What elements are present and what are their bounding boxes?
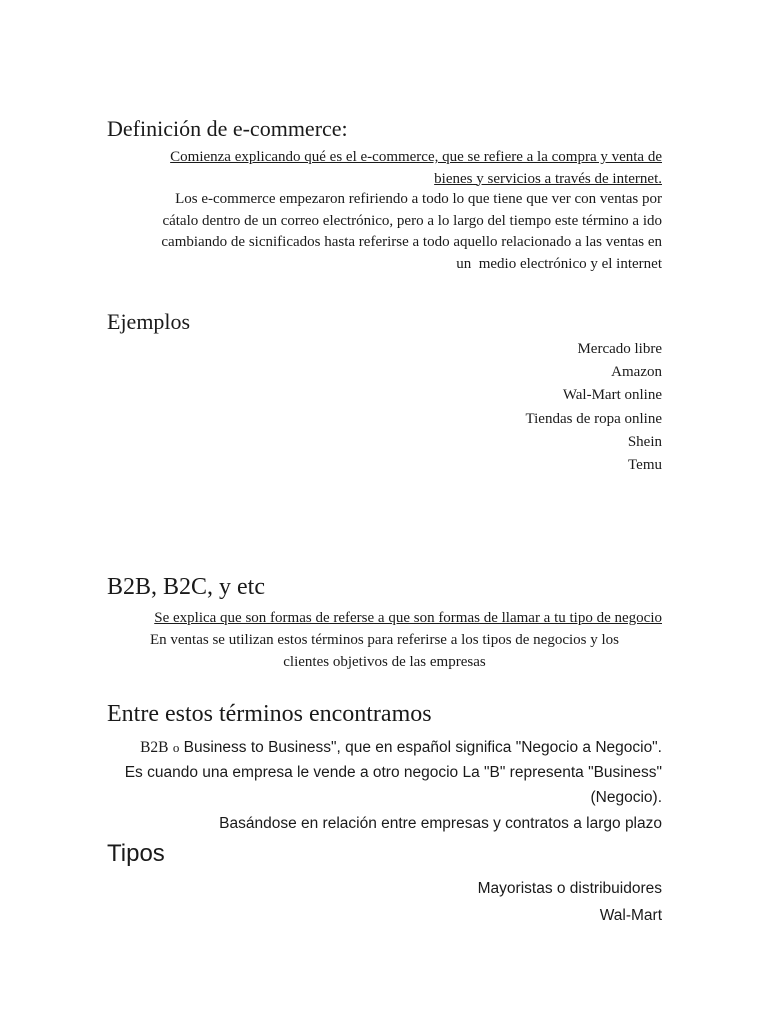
list-item: Wal-Mart [599, 907, 662, 924]
list-item: Mercado libre [577, 341, 662, 357]
connector-o: o [172, 740, 180, 755]
ejemplos-list [300, 338, 662, 477]
definicion-body [107, 189, 662, 275]
tipos-list [300, 875, 662, 929]
terminos-body [100, 735, 662, 836]
terminos-line: Basándose en relación entre empresas y contratos a largo plazo [219, 815, 662, 832]
list-item: Amazon [611, 364, 662, 381]
definicion-body-line: Los e-commerce empezaron refiriendo a todo lo que tiene que ver con ventas por [175, 191, 662, 207]
b2b-body-line: clientes objetivos de las empresas [283, 653, 486, 670]
definicion-intro-line: Comienza explicando qué es el e-commerce, que se refiere a la compra y venta de [170, 149, 662, 165]
b2b-term: B2B [140, 739, 169, 756]
heading-b2b: B2B, B2C, y etc [107, 574, 266, 600]
list-item: Temu [628, 457, 662, 474]
heading-ejemplos: Ejemplos [107, 309, 191, 334]
list-item: Tiendas de ropa online [525, 410, 662, 427]
b2b-body [107, 630, 662, 673]
b2b-intro: Se explica que son formas de referse a que son formas de llamar a tu tipo de negocio [154, 610, 662, 626]
heading-tipos: Tipos [107, 840, 165, 867]
terminos-line [100, 735, 662, 760]
list-item: Shein [627, 433, 662, 450]
list-item: Wal-Mart online [562, 387, 662, 404]
terminos-line1-text: Business to Business", que en español significa "Negocio a Negocio". [179, 739, 662, 756]
terminos-line: Es cuando una empresa le vende a otro negocio La "B" representa "Business" [124, 764, 662, 781]
heading-terminos: Entre estos términos encontramos [107, 701, 432, 727]
heading-definicion: Definición de e-commerce: [107, 116, 348, 141]
terminos-line: (Negocio). [590, 789, 662, 806]
definicion-body-line: un medio electrónico y el internet [456, 255, 662, 272]
definicion-body-line: cambiando de sicnificados hasta referirse a todo aquello relacionado a las ventas en [161, 234, 662, 250]
definicion-intro-line: bienes y servicios a través de internet. [434, 170, 662, 187]
definicion-body-line: cátalo dentro de un correo electrónico, pero a lo largo del tiempo este término a ido [162, 212, 662, 229]
list-item: Mayoristas o distribuidores [477, 880, 662, 897]
definicion-intro [107, 147, 662, 190]
b2b-body-line: En ventas se utilizan estos términos para referirse a los tipos de negocios y los [149, 632, 620, 648]
